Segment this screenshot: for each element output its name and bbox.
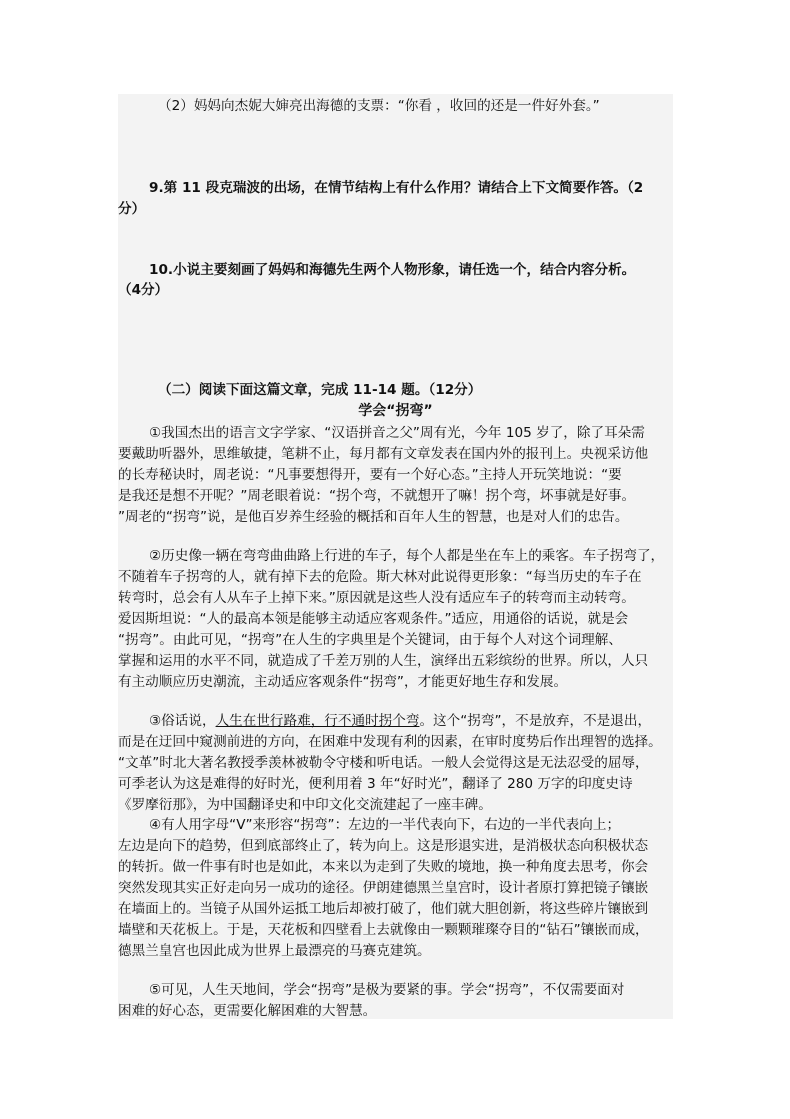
paragraph-3-line	[149, 711, 651, 731]
paragraph-4-line: 左边是向下的趋势，但到底部终止了，转为向上。这是形退实进，是消极状态向积极状态	[118, 838, 649, 854]
paragraph-4-line: 突然发现其实正好走向另一成功的途径。伊朗建德黑兰皇宫时，设计者原打算把镜子镶嵌	[118, 880, 649, 896]
paragraph-3-line: 可季老认为这是难得的好时光，便利用着 3 年“好时光”，翻译了 280 万字的印度史诗	[118, 776, 633, 792]
paragraph-3-line: 《罗摩衍那》，为中国翻译史和中印文化交流建起了一座丰碑。	[118, 797, 492, 813]
paragraph-3-tail: 。这个“拐弯”，不是放弃，不是退出，	[419, 713, 652, 729]
paragraph-2-line: 爱因斯坦说：“人的最高本领是能够主动适应客观条件。”适应，用通俗的话说，就是会	[118, 611, 629, 627]
paragraph-1-line: 是我还是想不开呢？”周老眼着说：“拐个弯，不就想开了嘛！拐个弯，坏事就是好事。	[118, 488, 636, 504]
paragraph-2-line: ②历史像一辆在弯弯曲曲路上行进的车子，每个人都是坐在车上的乘客。车子拐弯了，	[149, 548, 665, 564]
section-2-heading: （二）阅读下面这篇文章，完成 11-14 题。（12分）	[158, 382, 482, 398]
paragraph-2-line: 不随着车子拐弯的人，就有掉下去的危险。斯大林对此说得更形象：“每当历史的车子在	[118, 569, 642, 585]
paragraph-2-line: “拐弯”。由此可见，“拐弯”在人生的字典里是个关键词，由于每个人对这个词理解、	[118, 632, 622, 648]
paragraph-1-line: ”周老的“拐弯”说，是他百岁养生经验的概括和百年人生的智慧，也是对人们的忠告。	[118, 509, 629, 525]
paragraph-1-line: 的长寿秘诀时，周老说：“凡事要想得开，要有一个好心态。”主持人开玩笑地说：“要	[118, 467, 622, 483]
paragraph-4-line: ④有人用字母“V”来形容“拐弯”：左边的一半代表向下，右边的一半代表向上；	[149, 817, 621, 833]
paragraph-5-line: 困难的好心态，更需要化解困难的大智慧。	[118, 1003, 377, 1019]
paragraph-5-line: ⑤可见，人生天地间，学会“拐弯”是极为要紧的事。学会“拐弯”，不仅需要面对	[149, 982, 625, 998]
paragraph-1-line: ①我国杰出的语言文字学家、“汉语拼音之父”周有光，今年 105 岁了，除了耳朵需	[149, 425, 645, 441]
paragraph-4-line: 墙壁和天花板上。于是，天花板和四壁看上去就像由一颗颗璀璨夺目的“钻石”镶嵌而成，	[118, 922, 649, 938]
question-2-line: （2）妈妈向杰妮大婶亮出海德的支票：“你看 ，收回的还是一件好外套。”	[158, 98, 600, 114]
question-10-line-1: 10.小说主要刻画了妈妈和海德先生两个人物形象，请任选一个，结合内容分析。	[149, 262, 636, 278]
paragraph-1-line: 要戴助听器外，思维敏捷，笔耕不止，每月都有文章发表在国内外的报刊上。央视采访他	[118, 446, 649, 462]
paragraph-4-line: 德黑兰皇宫也因此成为世界上最漂亮的马赛克建筑。	[118, 943, 431, 959]
paragraph-2-line: 掌握和运用的水平不同，就造成了千差万别的人生，演绎出五彩缤纷的世界。所以，人只	[118, 653, 649, 669]
paragraph-2-line: 转弯时，总会有人从车子上掉下来。”原因就是这些人没有适应车子的转弯而主动转弯。	[118, 590, 635, 606]
paragraph-3-line: 而是在迂回中窥测前进的方向，在困难中发现有利的因素，在审时度势后作出理智的选择。	[118, 734, 662, 750]
question-10-line-2: （4分）	[118, 282, 169, 298]
question-9-line-1: 9.第 11 段克瑞波的出场，在情节结构上有什么作用？请结合上下文简要作答。（2	[149, 180, 644, 196]
paragraph-4-line: 在墙面上的。当镜子从国外运抵工地后却被打破了，他们就大胆创新，将这些碎片镶嵌到	[118, 901, 649, 917]
question-9-line-2: 分）	[118, 201, 146, 217]
paragraph-4-line: 的转折。做一件事有时也是如此，本来以为走到了失败的境地，换一种角度去思考，你会	[118, 859, 649, 875]
paragraph-3-lead: ③俗话说，	[149, 713, 216, 729]
article-title: 学会“拐弯”	[358, 403, 433, 419]
paragraph-3-line: “文革”时北大著名教授季羡林被勒令守楼和听电话。一般人会觉得这是无法忍受的屈辱，	[118, 755, 649, 771]
paragraph-3-underlined-proverb: 人生在世行路难，行不通时拐个弯	[215, 713, 420, 729]
paragraph-2-line: 有主动顺应历史潮流，主动适应客观条件“拐弯”，才能更好地生存和发展。	[118, 674, 568, 690]
